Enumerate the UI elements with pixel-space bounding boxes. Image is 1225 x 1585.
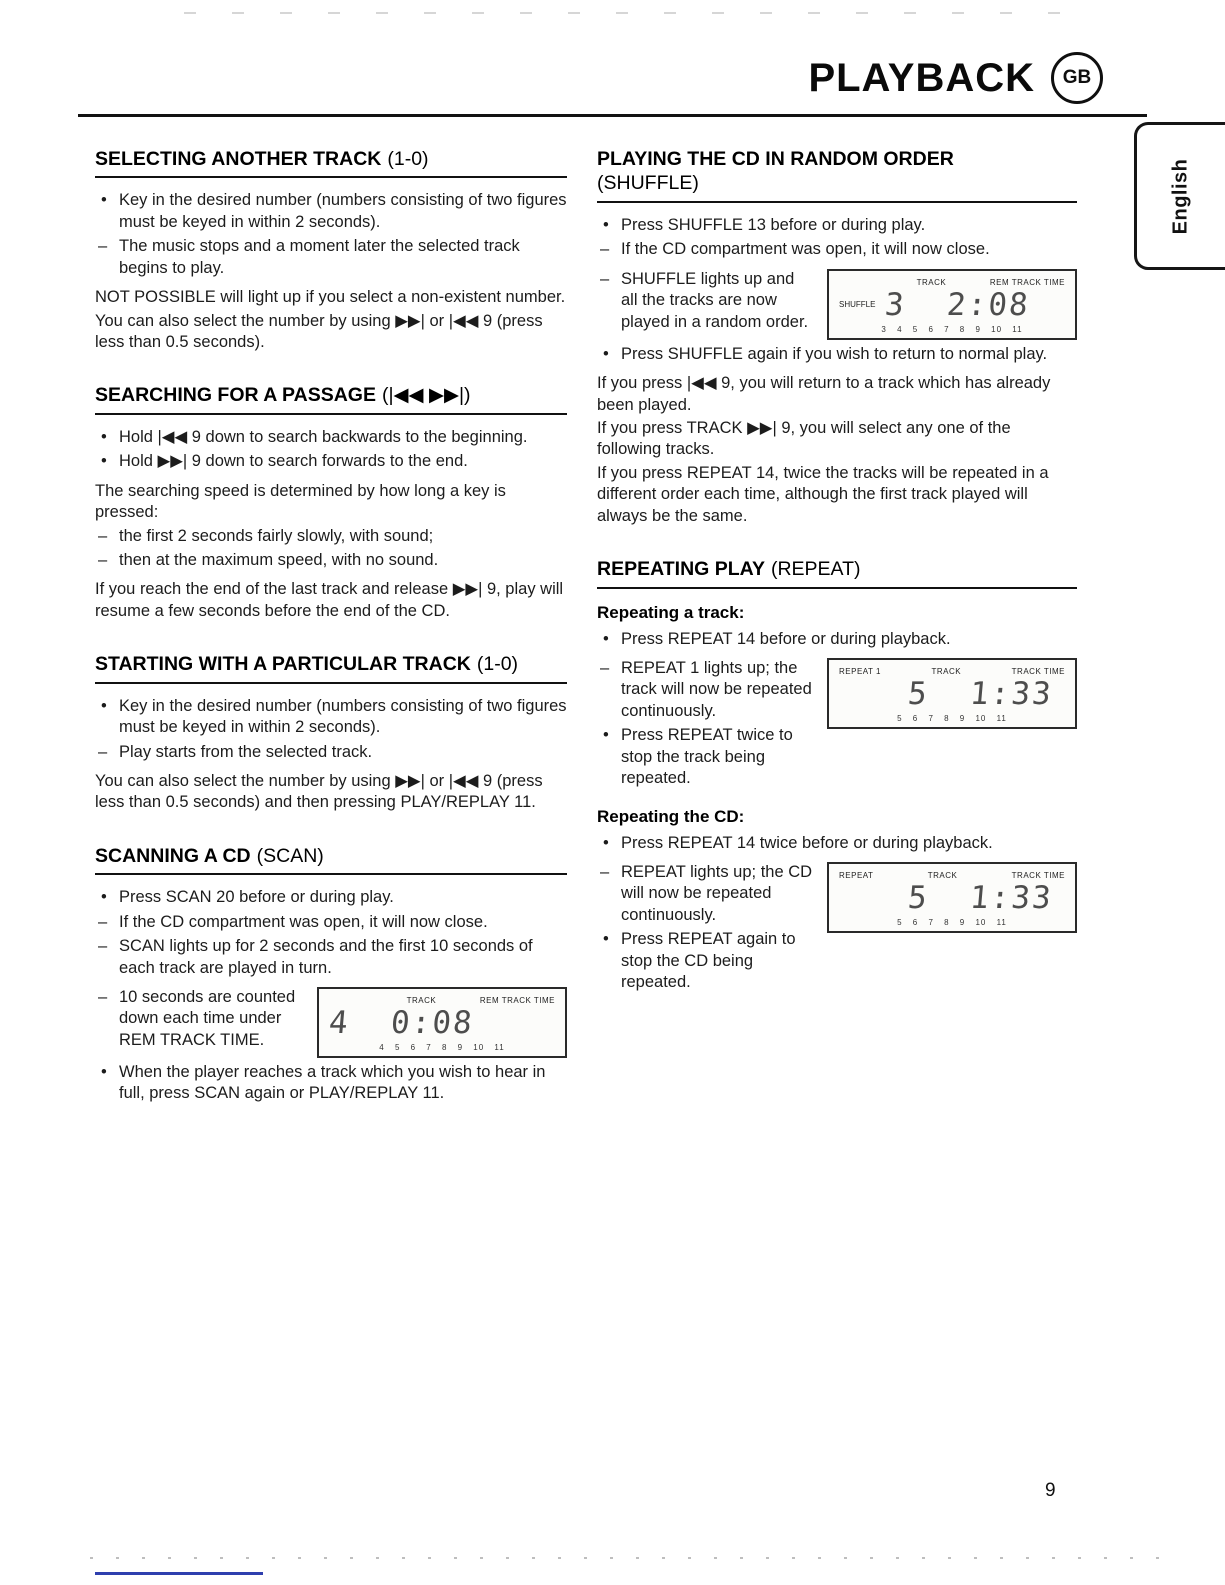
- lcd-digits-row: [839, 676, 1065, 712]
- lcd-time-label: TRACK TIME: [1011, 871, 1065, 880]
- paragraph: If you reach the end of the last track and release ▶▶| 9, play will resume a few seconds before the end of the CD.: [95, 580, 564, 620]
- heading-paren: (|◀◀ ▶▶|): [381, 384, 471, 407]
- lcd-track-scale: 4 5 6 7 8 9 10 11: [379, 1043, 505, 1052]
- lcd-digits-row: [329, 1005, 555, 1041]
- bullet-list: [95, 696, 567, 763]
- paragraph: You can also select the number by using ▶▶| or |◀◀ 9 (press less than 0.5 seconds).: [95, 311, 543, 351]
- right-column: [597, 147, 1077, 1135]
- lcd-time-label: TRACK TIME: [1011, 666, 1065, 676]
- paragraph: You can also select the number by using ▶▶| or |◀◀ 9 (press less than 0.5 seconds) and then pressing PLAY/REPLAY 11.: [95, 772, 543, 812]
- bullet-item: – REPEAT lights up; the CD will now be repeated continuously.: [597, 862, 815, 926]
- text-with-display: [597, 862, 1077, 997]
- lcd-digits: 5 1:33: [906, 675, 1055, 712]
- bullet-item: • Hold ▶▶| 9 down to search forwards to the end.: [95, 451, 567, 472]
- subheading-repeating-cd: Repeating the CD:: [597, 806, 745, 826]
- heading-line2: (SHUFFLE): [597, 172, 699, 195]
- scan-noise-top: [184, 12, 1066, 14]
- heading-main: SEARCHING FOR A PASSAGE: [95, 384, 376, 407]
- bullet-list: [597, 215, 1077, 261]
- bullet-list: [95, 190, 567, 279]
- content-columns: [0, 117, 1225, 1135]
- section-heading: [95, 383, 567, 414]
- lcd-digits-row: [839, 880, 1065, 916]
- heading-main: SCANNING A CD: [95, 844, 251, 867]
- section-heading: [597, 557, 1077, 588]
- scan-noise-bottom: [90, 1557, 1165, 1559]
- bullet-list: [597, 862, 815, 997]
- paragraph: If you press REPEAT 14, twice the tracks will be repeated in a different order each time, although the first track played will always be the same.: [597, 463, 1049, 525]
- bullet-item: – SHUFFLE lights up and all the tracks are now played in a random order.: [597, 269, 815, 333]
- paragraph: If you press TRACK ▶▶| 9, you will select any one of the following tracks.: [597, 418, 1011, 459]
- bullet-item: • Press REPEAT 14 twice before or during playback.: [597, 833, 1077, 854]
- section-random-order: [597, 147, 1077, 527]
- lcd-mode-label: REPEAT 1: [839, 666, 881, 676]
- lcd-display-repeat-track: [827, 658, 1077, 729]
- lcd-mode-label: SHUFFLE: [839, 300, 876, 310]
- section-repeating-play: [597, 557, 1077, 997]
- page-title: PLAYBACK: [808, 55, 1035, 100]
- lcd-digits-row: [839, 287, 1065, 323]
- lcd-track-scale: 5 6 7 8 9 10 11: [897, 713, 1007, 723]
- bullet-item: • When the player reaches a track which you wish to hear in full, press SCAN again or PLAY/REPLAY 11.: [95, 1062, 567, 1105]
- section-heading: [95, 844, 567, 875]
- bullet-item: • Press SHUFFLE again if you wish to return to normal play.: [597, 344, 1077, 365]
- lcd-labels: [329, 996, 555, 1005]
- lcd-display-shuffle: [827, 269, 1077, 340]
- heading-paren: (1-0): [476, 653, 519, 676]
- heading-line1: PLAYING THE CD IN RANDOM ORDER: [597, 148, 954, 170]
- gb-badge-label: GB: [1062, 67, 1092, 88]
- section-heading: [597, 147, 1077, 203]
- left-column: [95, 147, 567, 1135]
- heading-paren: (REPEAT): [770, 558, 861, 581]
- language-tab: [1134, 122, 1225, 270]
- bullet-item: • Press REPEAT twice to stop the track being repeated.: [597, 725, 815, 789]
- paragraph: NOT POSSIBLE will light up if you select a non-existent number.: [95, 288, 566, 307]
- lcd-labels: [839, 871, 1065, 880]
- lcd-track-scale: 3 4 5 6 7 8 9 10 11: [881, 324, 1023, 334]
- heading-main: STARTING WITH A PARTICULAR TRACK: [95, 653, 471, 676]
- heading-main: SELECTING ANOTHER TRACK: [95, 148, 382, 170]
- lcd-display-scan: [317, 987, 567, 1058]
- bullet-item: – the first 2 seconds fairly slowly, with sound;: [95, 526, 567, 547]
- bullet-list: [597, 629, 1077, 650]
- lcd-labels: [839, 667, 1065, 676]
- bullet-list: [95, 887, 567, 979]
- paragraph: The searching speed is determined by how long a key is pressed:: [95, 481, 506, 522]
- bullet-item: – Play starts from the selected track.: [95, 742, 567, 763]
- bullet-list: [95, 427, 567, 473]
- lcd-labels: [839, 278, 1065, 287]
- heading-paren: (SCAN): [256, 844, 324, 867]
- lcd-digits: 3 2:08: [883, 286, 1032, 323]
- scan-artifact-blue-line: [95, 1572, 263, 1575]
- bullet-item: – 10 seconds are counted down each time under REM TRACK TIME.: [95, 987, 305, 1051]
- lcd-track-label: TRACK: [927, 871, 958, 880]
- lcd-display-repeat-cd: [827, 862, 1077, 933]
- section-searching-passage: [95, 383, 567, 622]
- lcd-mode-label: REPEAT: [839, 871, 874, 880]
- bullet-item: • Hold |◀◀ 9 down to search backwards to the beginning.: [95, 427, 567, 448]
- text-with-display: [597, 658, 1077, 793]
- bullet-item: • Press SCAN 20 before or during play.: [95, 887, 567, 908]
- section-heading: [95, 652, 567, 683]
- section-starting-particular-track: [95, 652, 567, 814]
- section-scanning-cd: [95, 844, 567, 1105]
- bullet-item: • Press SHUFFLE 13 before or during play.: [597, 215, 1077, 236]
- page-number: 9: [1045, 1480, 1056, 1501]
- section-selecting-another-track: [95, 147, 567, 353]
- lcd-digits: 4 0:08: [327, 1005, 476, 1041]
- lcd-track-scale: 5 6 7 8 9 10 11: [897, 918, 1007, 927]
- lcd-digits: 5 1:33: [906, 880, 1055, 916]
- bullet-item: – then at the maximum speed, with no sound.: [95, 550, 567, 571]
- bullet-list: [95, 1062, 567, 1105]
- bullet-item: – If the CD compartment was open, it will now close.: [95, 912, 567, 933]
- bullet-list: [95, 526, 567, 572]
- bullet-item: • Press REPEAT again to stop the CD being repeated.: [597, 929, 815, 993]
- bullet-item: • Key in the desired number (numbers consisting of two figures must be keyed in within 2 seconds).: [95, 190, 567, 233]
- heading-paren: (1-0): [387, 148, 429, 170]
- bullet-item: – If the CD compartment was open, it will now close.: [597, 239, 1077, 260]
- page-header: [0, 0, 1225, 104]
- text-with-display: [95, 987, 567, 1058]
- lcd-track-label: TRACK: [916, 277, 947, 287]
- bullet-item: – The music stops and a moment later the selected track begins to play.: [95, 236, 567, 279]
- bullet-list: [95, 987, 305, 1054]
- bullet-list: [597, 269, 815, 336]
- bullet-item: – SCAN lights up for 2 seconds and the first 10 seconds of each track are played in turn.: [95, 936, 567, 979]
- bullet-list: [597, 833, 1077, 854]
- bullet-item: – REPEAT 1 lights up; the track will now be repeated continuously.: [597, 658, 815, 722]
- paragraph: If you press |◀◀ 9, you will return to a track which has already been played.: [597, 374, 1051, 414]
- language-tab-label: English: [1169, 158, 1192, 234]
- text-with-display: [597, 269, 1077, 340]
- heading-main: REPEATING PLAY: [597, 558, 765, 581]
- bullet-list: [597, 658, 815, 793]
- lcd-track-label: TRACK: [406, 996, 437, 1005]
- bullet-item: • Key in the desired number (numbers consisting of two figures must be keyed in within 2 seconds).: [95, 696, 567, 739]
- subheading-repeating-track: Repeating a track:: [597, 602, 745, 622]
- lcd-time-label: REM TRACK TIME: [989, 277, 1065, 287]
- bullet-list: [597, 344, 1077, 365]
- lcd-time-label: REM TRACK TIME: [479, 996, 555, 1005]
- bullet-item: • Press REPEAT 14 before or during playback.: [597, 629, 1077, 650]
- gb-badge: [1051, 52, 1103, 104]
- lcd-track-label: TRACK: [931, 666, 962, 676]
- section-heading: [95, 147, 567, 178]
